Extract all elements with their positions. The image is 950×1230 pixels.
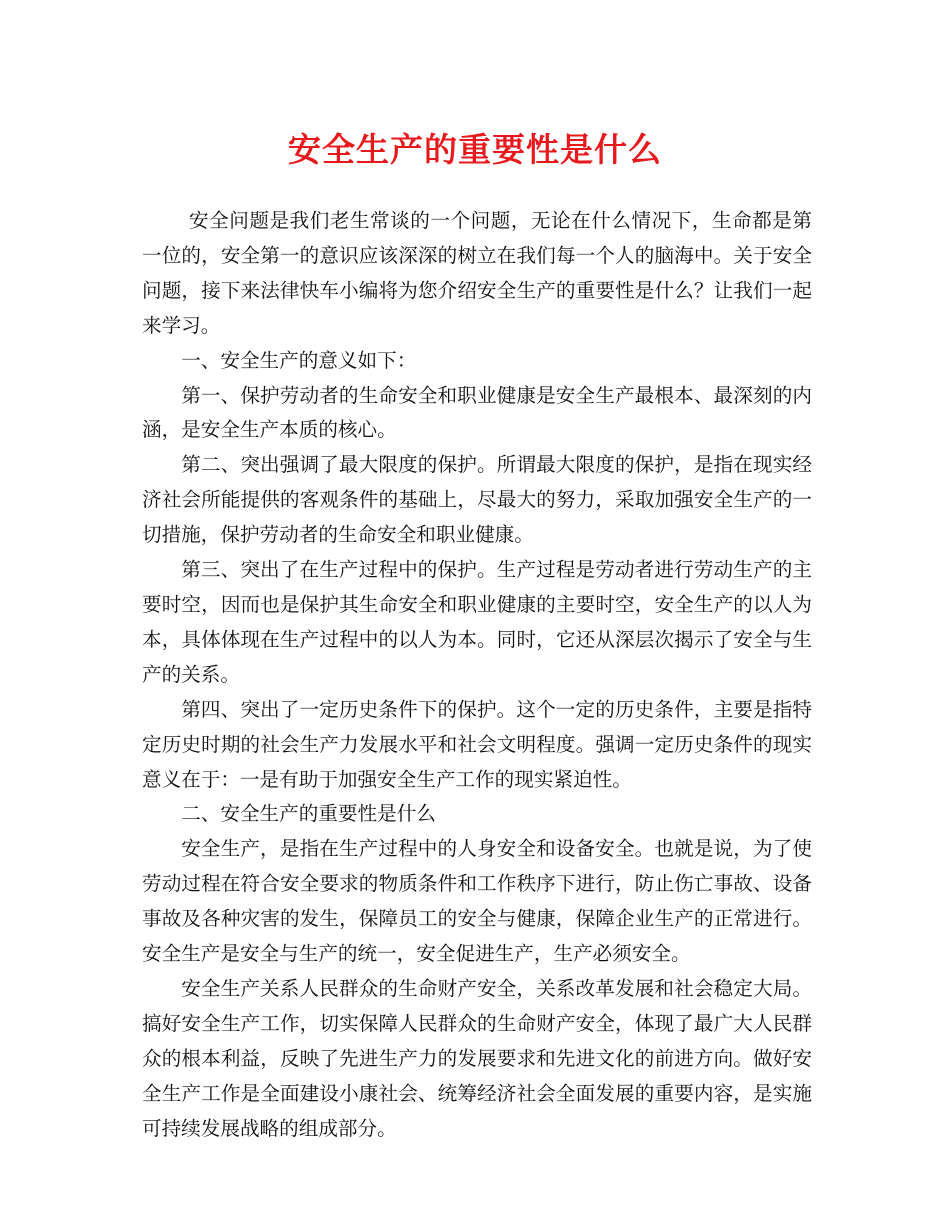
paragraph-point-1: 第一、保护劳动者的生命安全和职业健康是安全生产最根本、最深刻的内涵，是安全生产本质的核心。	[142, 383, 812, 442]
document-title: 安全生产的重要性是什么	[288, 130, 662, 169]
paragraph-point-4: 第四、突出了一定历史条件下的保护。这个一定的历史条件，主要是指特定历史时期的社会生产力发展水平和社会文明程度。强调一定历史条件的现实意义在于：一是有助于加强安全生产工作的现实紧迫性。	[142, 697, 812, 791]
section-heading-importance: 二、安全生产的重要性是什么	[181, 802, 436, 826]
paragraph-point-3: 第三、突出了在生产过程中的保护。生产过程是劳动者进行劳动生产的主要时空，因而也是保护其生命安全和职业健康的主要时空，安全生产的以人为本，具体体现在生产过程中的以人为本。同时，它还从深层次揭示了安全与生产的关系。	[142, 558, 812, 686]
paragraph-point-2: 第二、突出强调了最大限度的保护。所谓最大限度的保护，是指在现实经济社会所能提供的客观条件的基础上，尽最大的努力，采取加强安全生产的一切措施，保护劳动者的生命安全和职业健康。	[142, 453, 812, 547]
paragraph-definition: 安全生产，是指在生产过程中的人身安全和设备安全。也就是说，为了使劳动过程在符合安全要求的物质条件和工作秩序下进行，防止伤亡事故、设备事故及各种灾害的发生，保障员工的安全与健康，保障企业生产的正常进行。安全生产是安全与生产的统一，安全促进生产，生产必须安全。	[142, 837, 812, 966]
paragraph-intro: 安全问题是我们老生常谈的一个问题，无论在什么情况下，生命都是第一位的，安全第一的意识应该深深的树立在我们每一个人的脑海中。关于安全问题，接下来法律快车小编将为您介绍安全生产的重要性是什么？让我们一起来学习。	[142, 209, 812, 337]
section-heading-meaning: 一、安全生产的意义如下：	[181, 348, 417, 372]
paragraph-significance: 安全生产关系人民群众的生命财产安全，关系改革发展和社会稳定大局。搞好安全生产工作，切实保障人民群众的生命财产安全，体现了最广大人民群众的根本利益，反映了先进生产力的发展要求和先进文化的前进方向。做好安全生产工作是全面建设小康社会、统筹经济社会全面发展的重要内容，是实施可持续发展战略的组成部分。	[142, 976, 812, 1140]
document-body	[142, 204, 812, 1146]
